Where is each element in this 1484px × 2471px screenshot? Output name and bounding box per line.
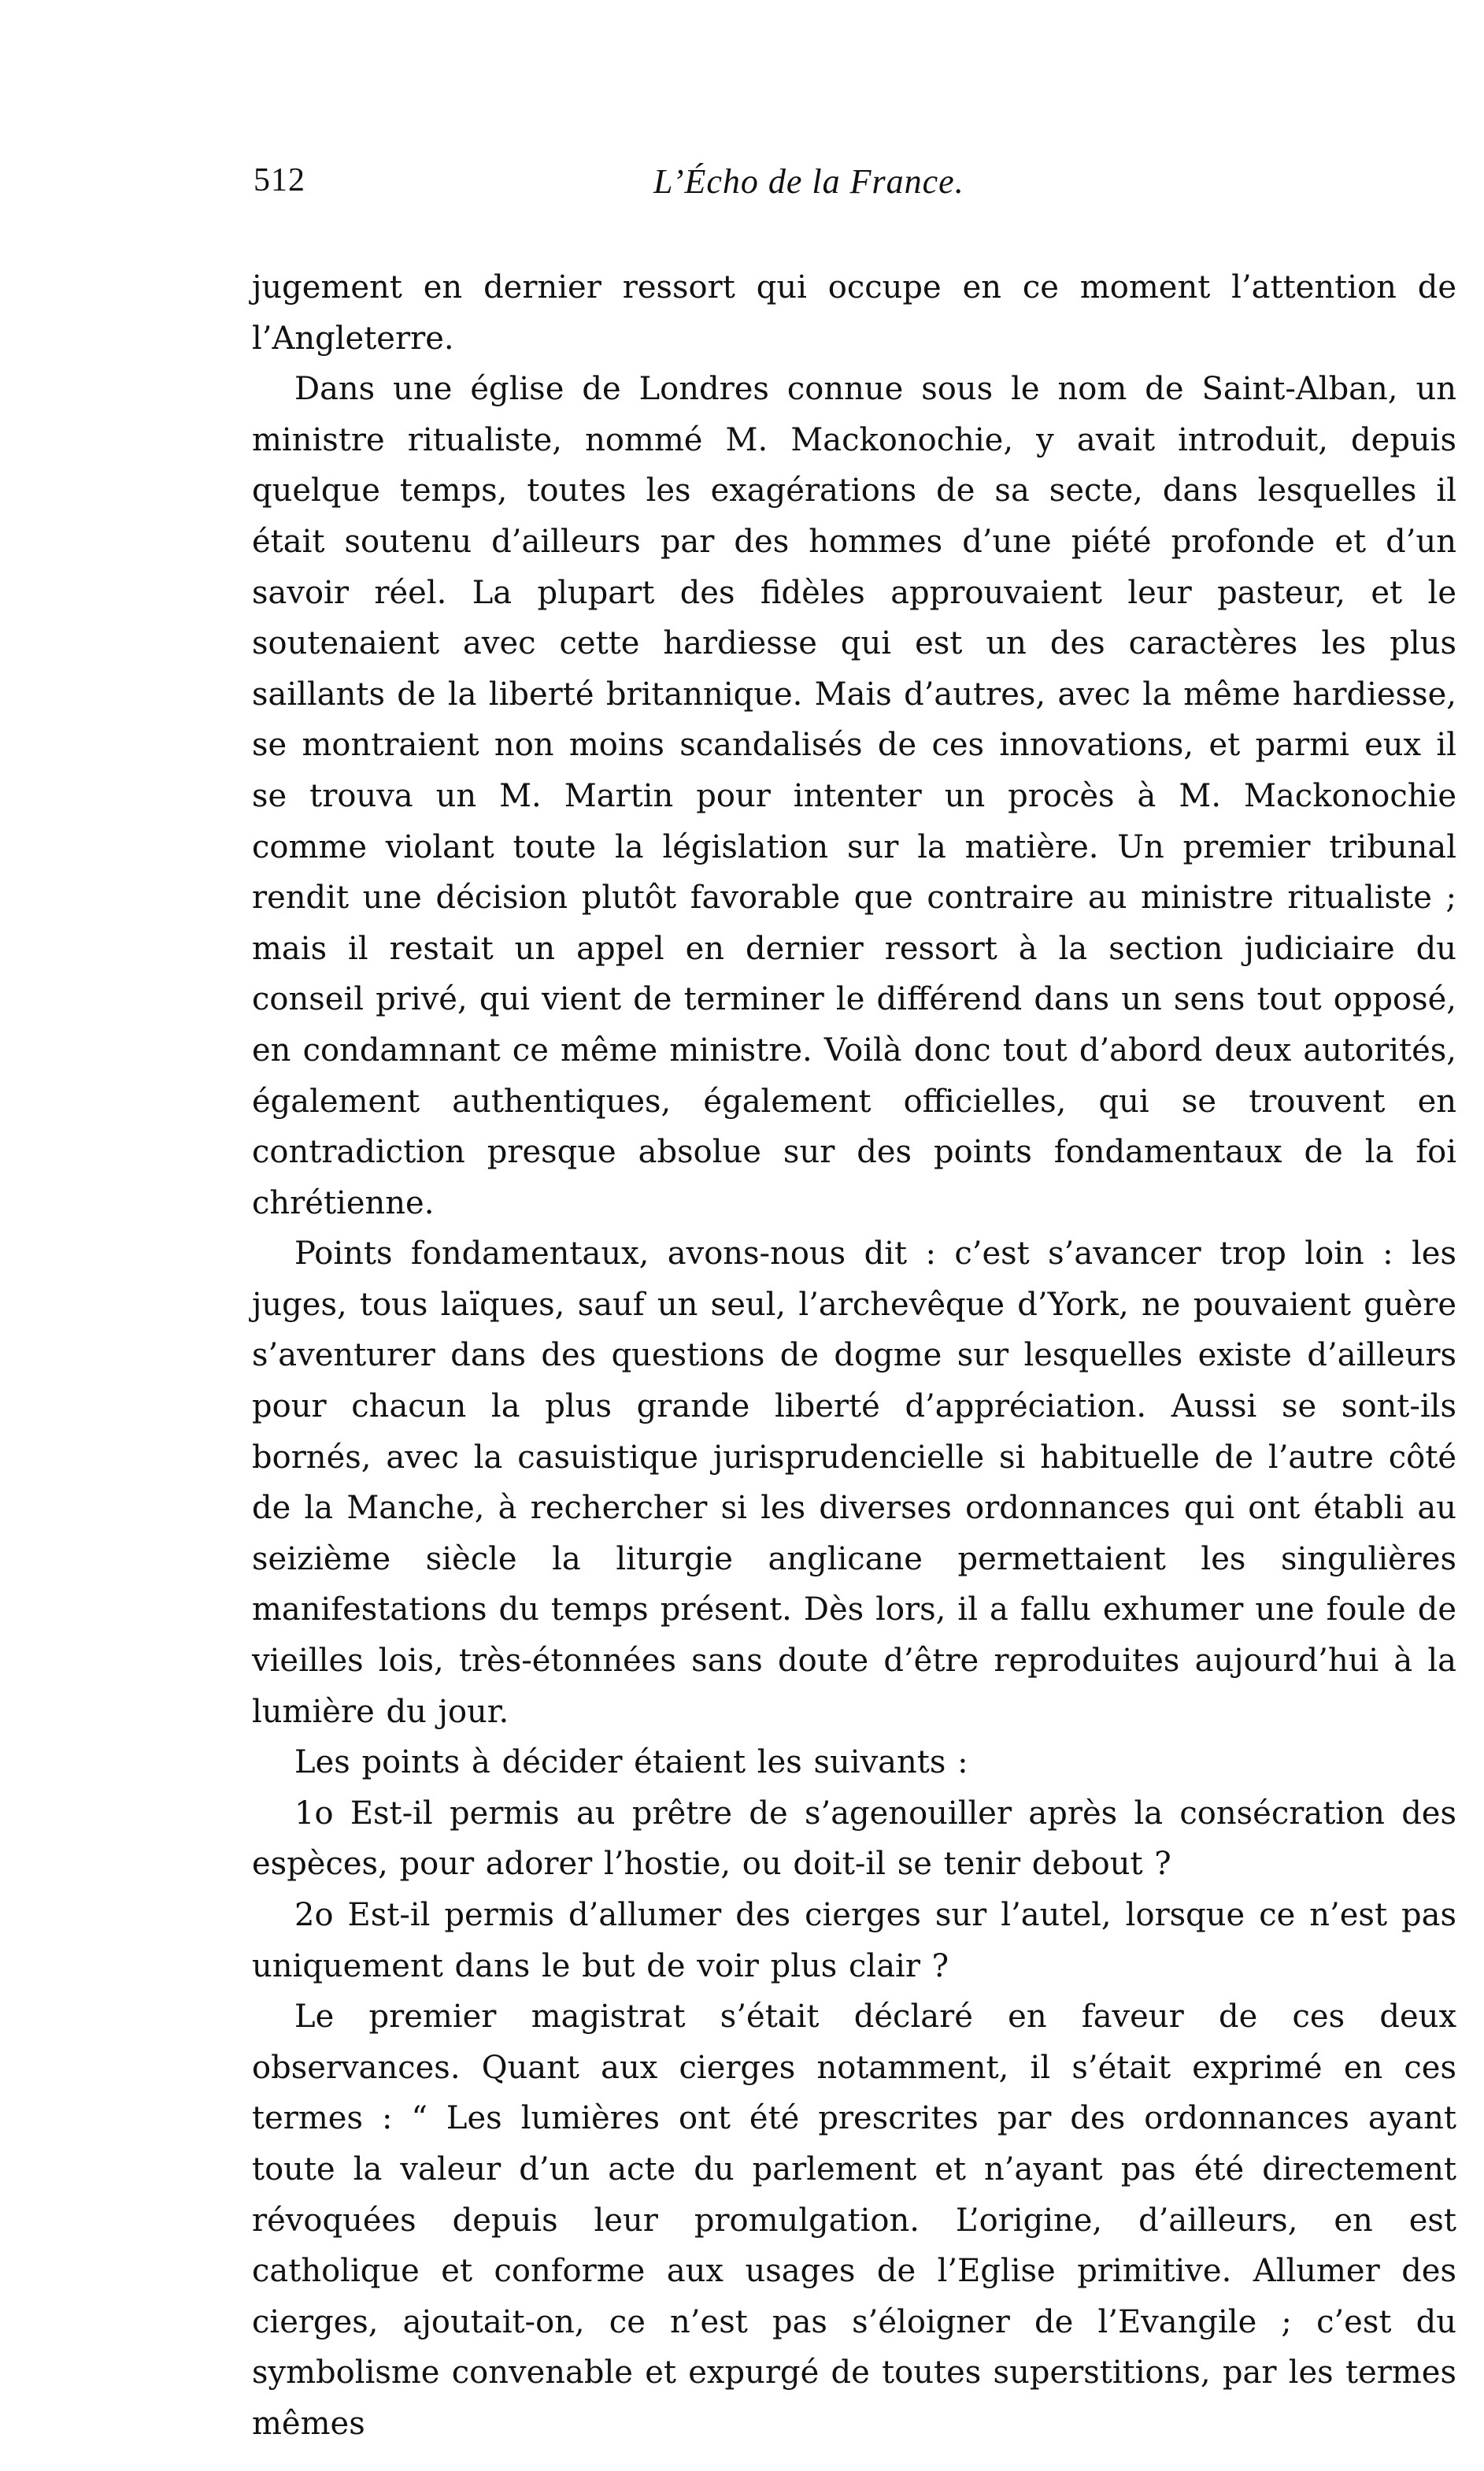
paragraph-points-fondamentaux: Points fondamentaux, avons-nous dit : c’est s’avancer trop loin : les juges, tous laïques, sauf un seul, l’archevêque d’York, ne pouvaient guère s’aventurer dans des questions de dogme sur lesquelles existe d’ailleurs pour chacun la plus grande liberté d’appréciation. Aussi se sont-ils bornés, avec la casuistique jurisprudencielle si habituelle de l’autre côté de la Manche, à rechercher si les diverses ordonnances qui ont établi au seizième siècle la liturgie anglicane permettaient les singulières manifestations du temps présent. Dès lors, il a fallu exhumer une foule de vieilles lois, très-étonnées sans doute d’être reproduites aujourd’hui à la lumière du jour. xyxy=(252,1236,1456,1730)
page-header xyxy=(254,161,1450,209)
paragraph-premier-magistrat: Le premier magistrat s’était déclaré en faveur de ces deux observances. Quant aux cierges notamment, il s’était exprimé en ces termes : “ Les lumières ont été prescrites par des ordonnances ayant toute la valeur d’un acte du parlement et n’ayant pas été directement révoquées depuis leur promulgation. L’origine, d’ailleurs, en est catholique et conforme aux usages de l’Eglise primitive. Allumer des cierges, ajoutait-on, ce n’est pas s’éloigner de l’Evangile ; c’est du symbolisme convenable et expurgé de toutes superstitions, par les termes mêmes xyxy=(252,1999,1456,2442)
paragraph-continuation: jugement en dernier ressort qui occupe en ce moment l’attention de l’Angleterre. xyxy=(252,269,1456,357)
list-item-second-question: 2o Est-il permis d’allumer des cierges sur l’autel, lorsque ce n’est pas uniquement dans le but de voir plus clair ? xyxy=(252,1897,1456,1984)
list-item-first-question: 1o Est-il permis au prêtre de s’agenouiller après la consécration des espèces, pour adorer l’hostie, ou doit-il se tenir debout ? xyxy=(252,1795,1456,1883)
paragraph-points-a-decider: Les points à décider étaient les suivants : xyxy=(294,1744,968,1781)
running-title: L’Écho de la France. xyxy=(653,162,964,201)
page-number: 512 xyxy=(254,162,305,198)
paragraph-saint-alban: Dans une église de Londres connue sous le nom de Saint-Alban, un ministre ritualiste, nommé M. Mackonochie, y avait introduit, depuis quelque temps, toutes les exagérations de sa secte, dans lesquelles il était soutenu d’ailleurs par des hommes d’une piété profonde et d’un savoir réel. La plupart des fidèles approuvaient leur pasteur, et le soutenaient avec cette hardiesse qui est un des caractères les plus saillants de la liberté britannique. Mais d’autres, avec la même hardiesse, se montraient non moins scandalisés de ces innovations, et parmi eux il se trouva un M. Martin pour intenter un procès à M. Mackonochie comme violant toute la législation sur la matière. Un premier tribunal rendit une décision plutôt favorable que contraire au ministre ritualiste ; mais il restait un appel en dernier ressort à la section judiciaire du conseil privé, qui vient de terminer le différend dans un sens tout opposé, en condamnant ce même ministre. Voilà donc tout d’abord deux autorités, également authentiques, également officielles, qui se trouvent en contradiction presque absolue sur des points fondamentaux de la foi chrétienne. xyxy=(252,371,1456,1221)
body-text xyxy=(252,262,1456,2450)
